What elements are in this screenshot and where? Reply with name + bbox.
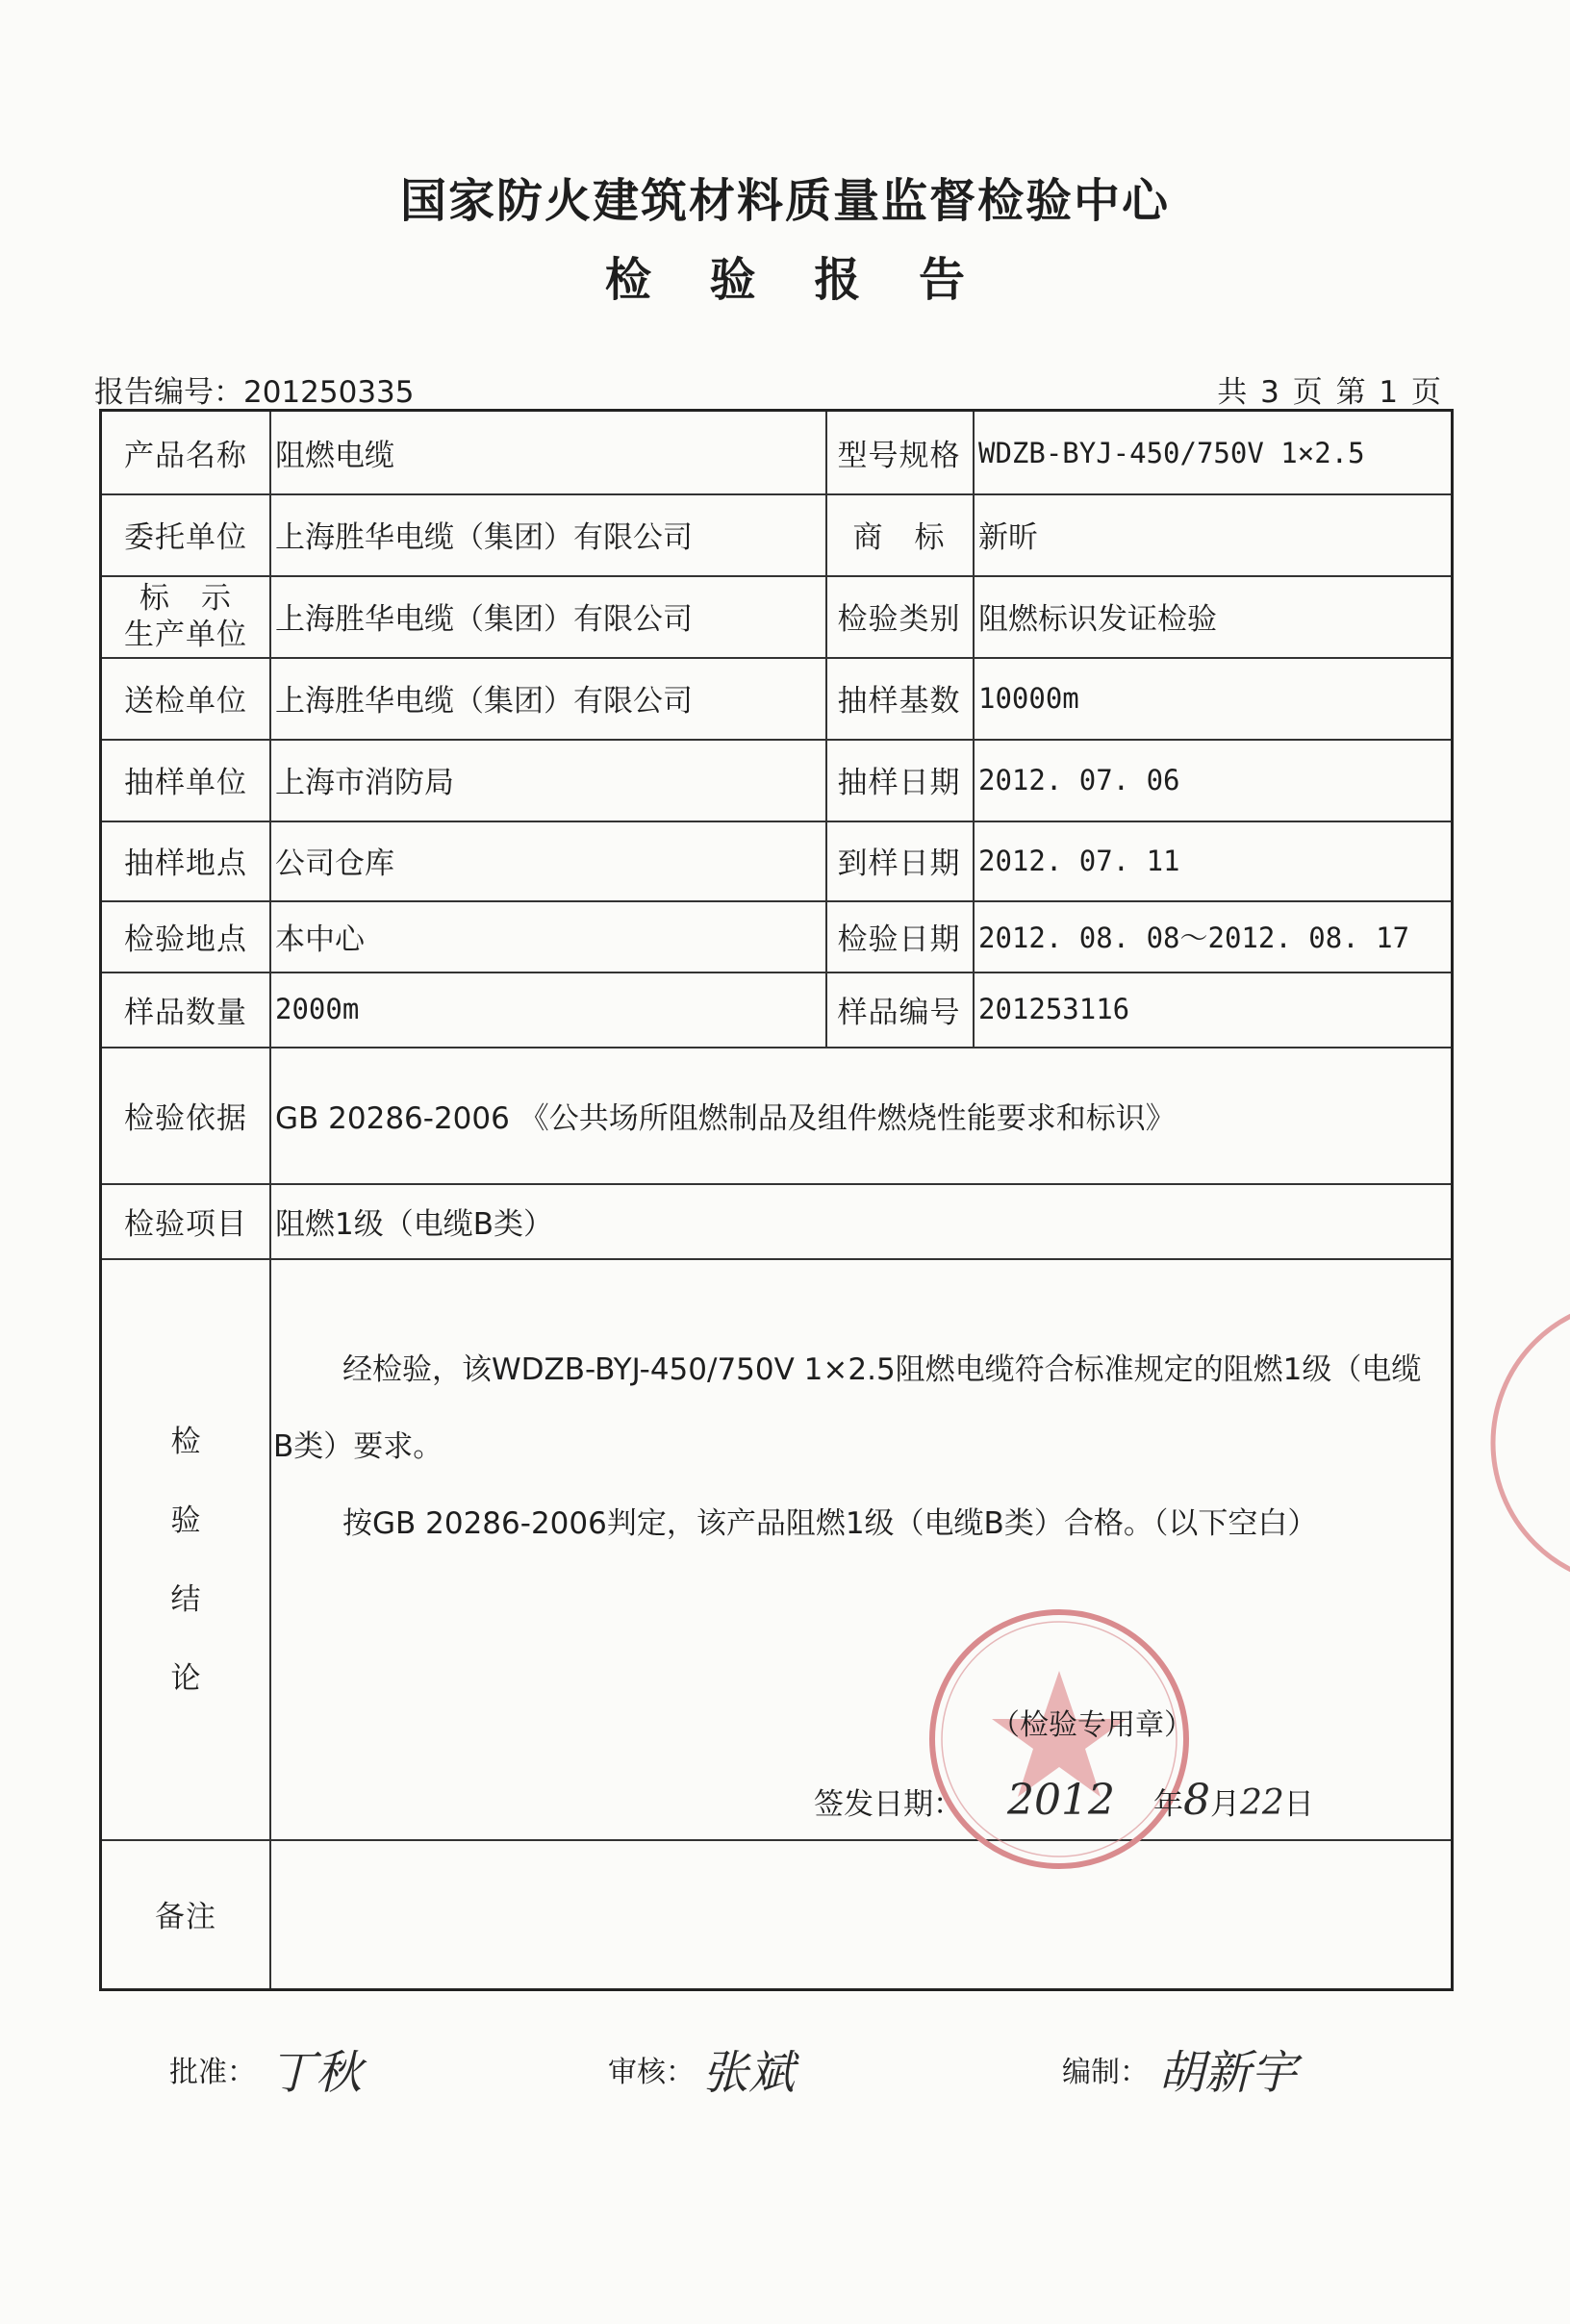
issue-day-unit: 日 (1283, 1787, 1314, 1822)
marked-manufacturer-label-line2: 生产单位 (124, 617, 247, 652)
marked-manufacturer-label-line1: 标 示 (139, 580, 232, 616)
report-number-label: 报告编号： (94, 375, 243, 410)
test-place-value: 本中心 (275, 922, 365, 957)
sampling-unit-value: 上海市消防局 (275, 766, 454, 800)
product-name-label: 产品名称 (124, 439, 247, 473)
conclusion-paragraph-2: 按GB 20286-2006判定，该产品阻燃1级（电缆B类）合格。（以下空白） (342, 1506, 1318, 1541)
issue-date-label: 签发日期： (814, 1787, 963, 1822)
issue-year-unit: 年 (1152, 1787, 1183, 1822)
sample-quantity-value: 2000m (275, 993, 360, 1025)
conclusion-label-char: 论 (170, 1661, 201, 1696)
approval-name: 丁秋 (269, 2046, 363, 2100)
remarks-value (269, 1839, 1456, 1988)
test-items-label: 检验项目 (124, 1206, 247, 1242)
issue-day: 22 (1239, 1783, 1284, 1823)
model-spec-value: WDZB-BYJ-450/750V 1×2.5 (978, 436, 1365, 469)
row-divider (102, 1258, 1451, 1260)
conclusion-line-2: B类）要求。 (273, 1429, 443, 1464)
conclusion-line-1: 经检验，该WDZB-BYJ-450/750V 1×2.5阻燃电缆符合标准规定的阻燃1级（电缆 (342, 1352, 1422, 1387)
inspection-type-label: 检验类别 (837, 602, 961, 637)
review-label: 审核： (608, 2055, 695, 2089)
inspection-type-value: 阻燃标识发证检验 (978, 602, 1217, 637)
conclusion-label-char: 验 (170, 1503, 201, 1538)
conclusion-label-char: 检 (170, 1425, 201, 1459)
marked-manufacturer-value: 上海胜华电缆（集团）有限公司 (275, 602, 693, 637)
review-signature (608, 2035, 795, 2102)
review-name: 张斌 (702, 2046, 796, 2100)
approval-label: 批准： (169, 2055, 256, 2089)
product-name-value: 阻燃电缆 (275, 439, 394, 473)
page-info: 共 3 页 第 1 页 (1217, 375, 1443, 410)
model-spec-label: 型号规格 (837, 439, 961, 473)
page-edge-seal (1481, 1289, 1570, 1597)
issue-month-unit: 月 (1209, 1787, 1240, 1822)
document-title: 检 验 报 告 (604, 253, 987, 307)
report-number-value: 201250335 (243, 375, 415, 410)
test-date-value: 2012. 08. 08～2012. 08. 17 (978, 921, 1410, 954)
stamp-note: （检验专用章） (991, 1708, 1193, 1742)
compile-name: 胡新宇 (1158, 2046, 1298, 2100)
sample-quantity-label: 样品数量 (124, 995, 247, 1030)
sampling-unit-label: 抽样单位 (124, 766, 247, 800)
arrival-date-value: 2012. 07. 11 (978, 844, 1180, 877)
arrival-date-label: 到样日期 (837, 846, 961, 881)
remarks-label: 备注 (155, 1900, 216, 1934)
edge-seal-ring (1493, 1301, 1570, 1585)
sampling-date-value: 2012. 07. 06 (978, 763, 1180, 796)
sampling-base-label: 抽样基数 (837, 684, 961, 719)
sampling-place-label: 抽样地点 (124, 846, 247, 881)
issue-year: 2012 (1007, 1776, 1115, 1825)
sampling-date-label: 抽样日期 (837, 766, 961, 800)
issue-month: 8 (1182, 1776, 1210, 1825)
approval-signature (169, 2035, 362, 2102)
conclusion-label (102, 1417, 269, 1732)
sampling-place-value: 公司仓库 (275, 846, 394, 881)
compile-label: 编制： (1062, 2055, 1149, 2089)
report-table (99, 409, 1454, 1991)
sampling-base-value: 10000m (978, 681, 1079, 715)
test-basis-label: 检验依据 (124, 1100, 247, 1136)
submitter-label: 送检单位 (124, 684, 247, 719)
trademark-value: 新昕 (978, 520, 1038, 555)
submitter-value: 上海胜华电缆（集团）有限公司 (275, 684, 693, 719)
conclusion-label-char: 结 (170, 1582, 201, 1617)
issue-date (814, 1776, 1314, 1825)
sample-number-label: 样品编号 (837, 995, 961, 1030)
test-basis-value: GB 20286-2006 《公共场所阻燃制品及组件燃烧性能要求和标识》 (275, 1100, 1176, 1136)
compile-signature (1062, 2035, 1297, 2102)
report-number (94, 367, 415, 411)
client-value: 上海胜华电缆（集团）有限公司 (275, 520, 693, 555)
sample-number-value: 201253116 (978, 993, 1130, 1025)
test-date-label: 检验日期 (837, 922, 961, 957)
test-place-label: 检验地点 (124, 922, 247, 957)
marked-manufacturer-label (102, 575, 269, 657)
trademark-label: 商 标 (852, 520, 946, 555)
test-items-value: 阻燃1级（电缆B类） (275, 1206, 553, 1242)
institution-title: 国家防火建筑材料质量监督检验中心 (399, 174, 1170, 228)
client-label: 委托单位 (124, 520, 247, 555)
